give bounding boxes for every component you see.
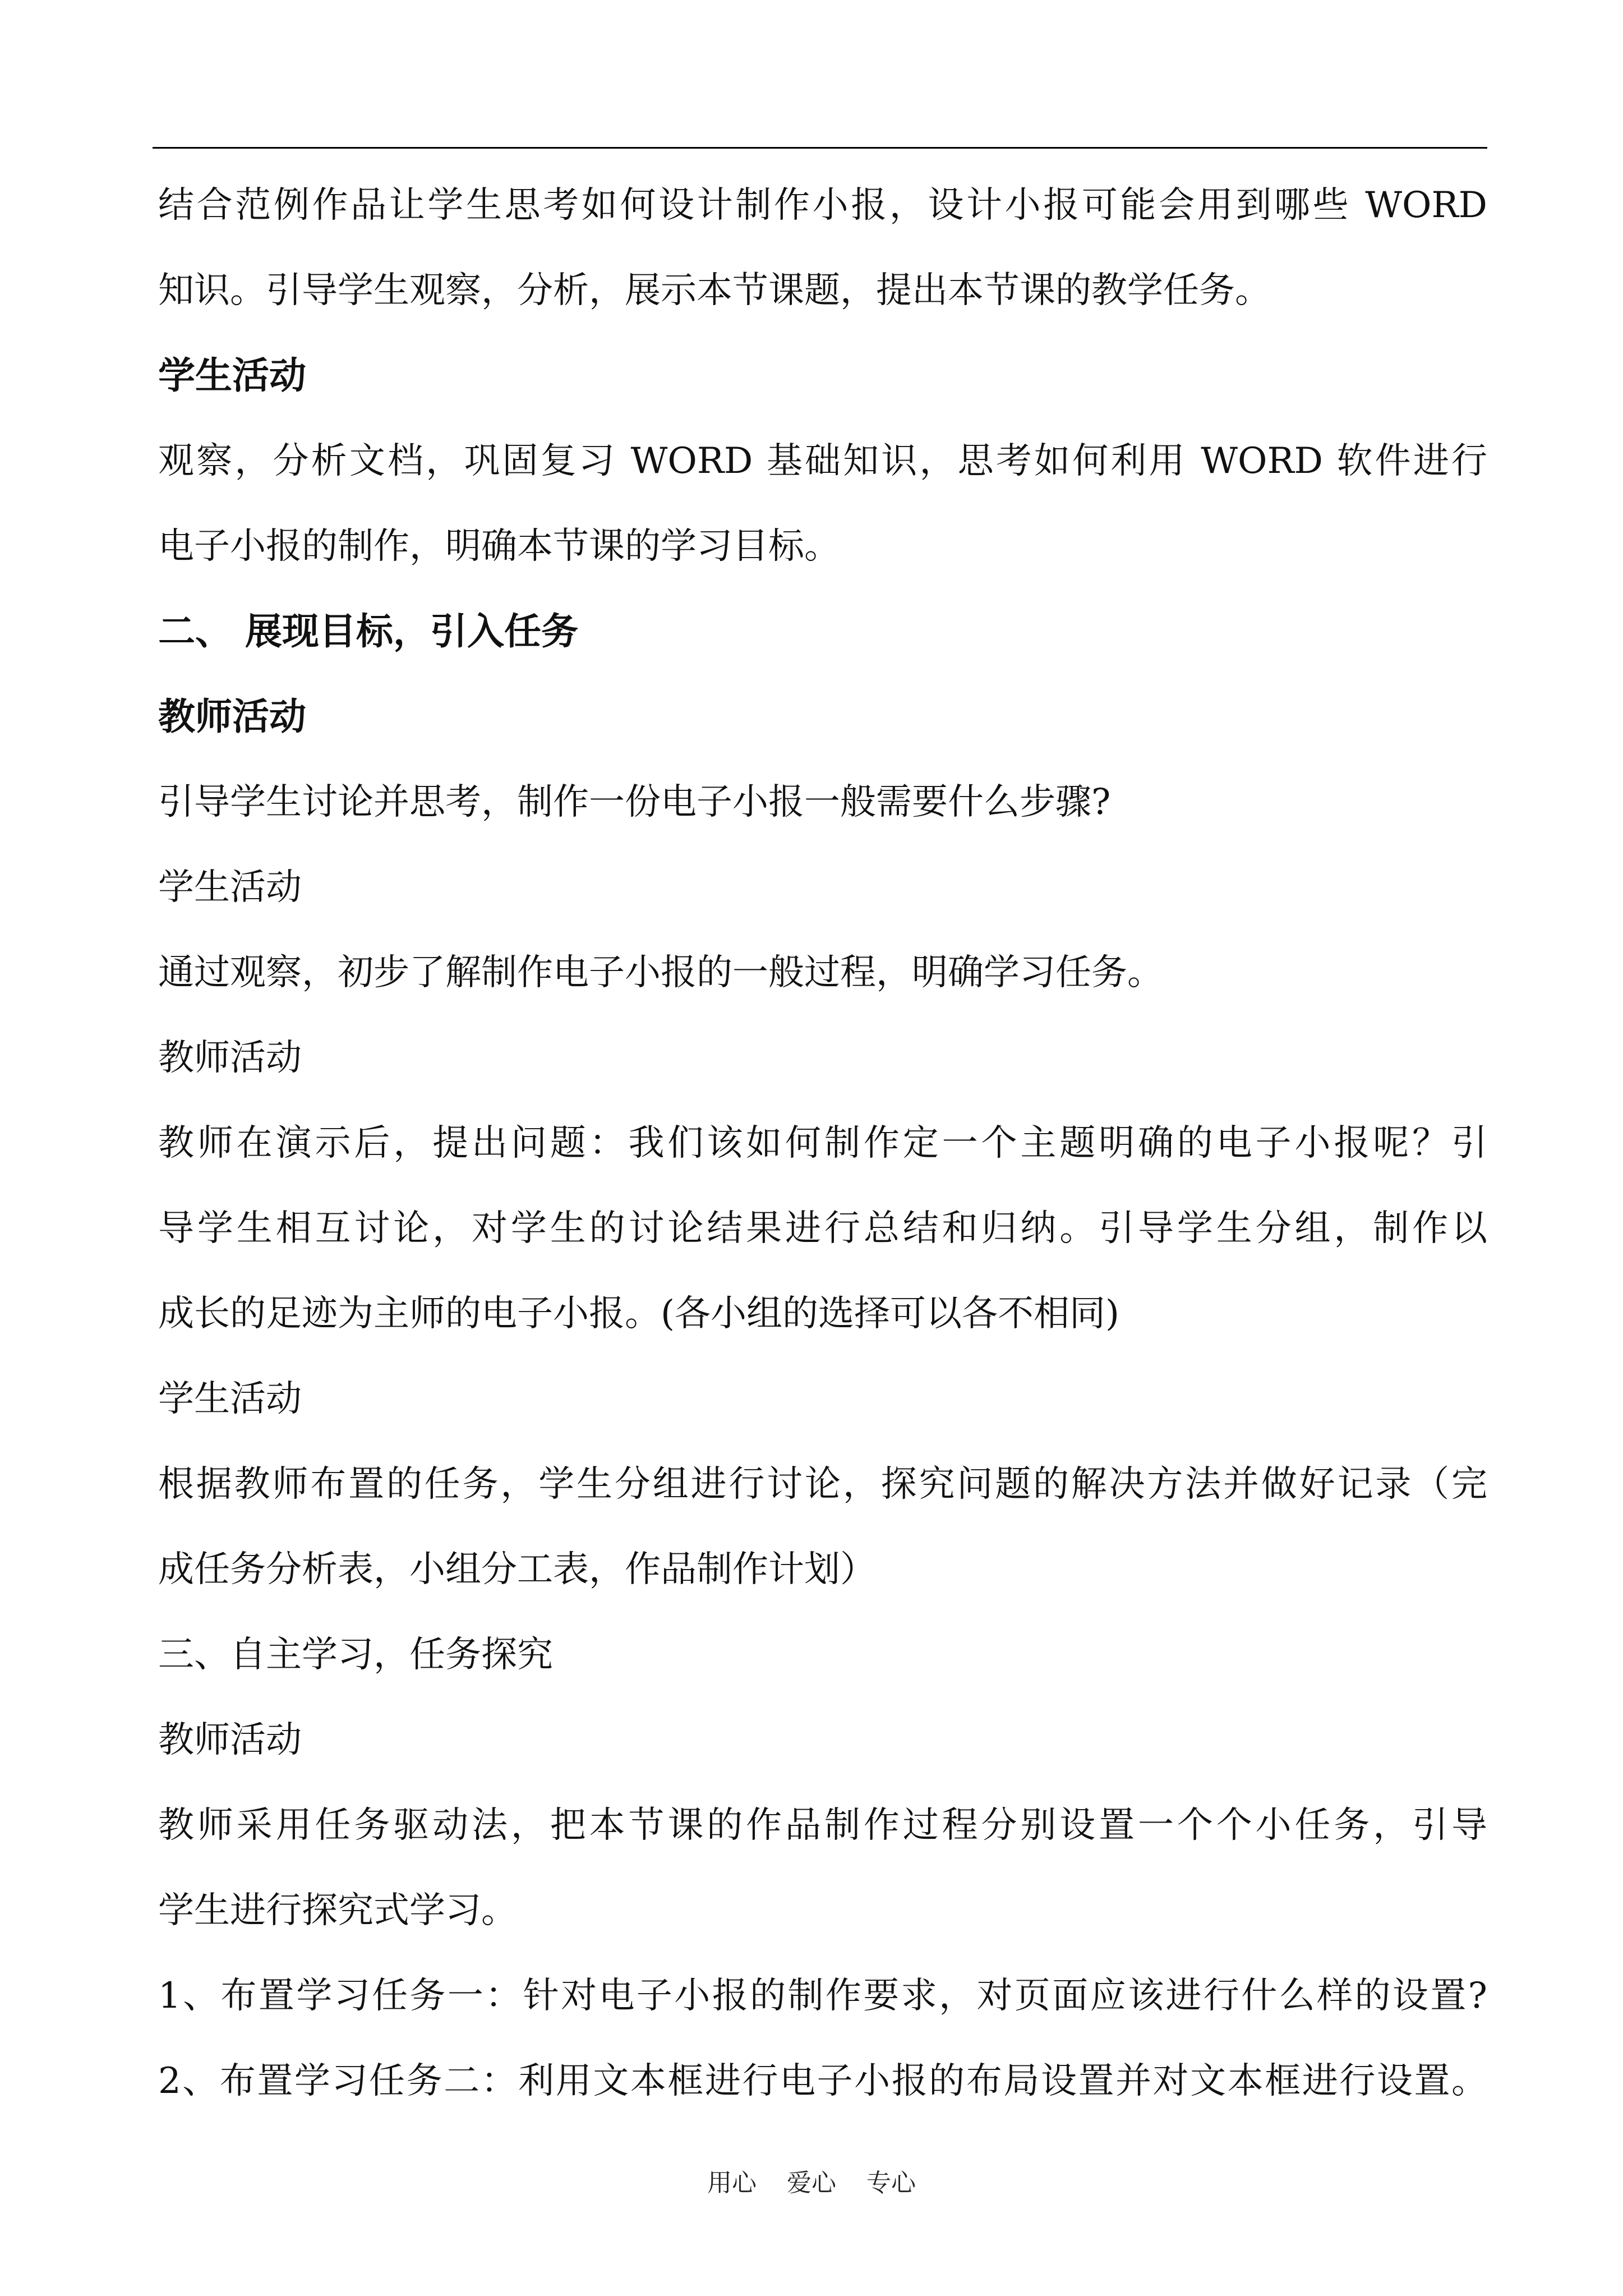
task-item: 2、布置学习任务二：利用文本框进行电子小报的布局设置并对文本框进行设置。 bbox=[158, 2060, 1487, 2102]
activity-label: 学生活动 bbox=[158, 867, 302, 908]
section-heading: 教师活动 bbox=[158, 695, 306, 738]
paragraph-line: 观察，分析文档，巩固复习 WORD 基础知识，思考如何利用 WORD 软件进行 bbox=[158, 440, 1487, 482]
activity-label: 教师活动 bbox=[158, 1037, 302, 1079]
task-item: 1、布置学习任务一：针对电子小报的制作要求，对页面应该进行什么样的设置? bbox=[158, 1975, 1487, 2017]
page-footer: 用心 爱心 专心 bbox=[707, 2169, 916, 2197]
paragraph-line: 知识。引导学生观察，分析，展示本节课题，提出本节课的教学任务。 bbox=[158, 270, 1271, 311]
section-heading: 学生活动 bbox=[158, 354, 306, 397]
header-rule bbox=[153, 147, 1487, 149]
document-body bbox=[158, 163, 1487, 2124]
paragraph-line: 成任务分析表，小组分工表，作品制作计划） bbox=[158, 1549, 876, 1590]
paragraph-line: 教师在演示后，提出问题：我们该如何制作定一个主题明确的电子小报呢？引 bbox=[158, 1122, 1487, 1164]
paragraph-line: 教师采用任务驱动法，把本节课的作品制作过程分别设置一个个小任务，引导 bbox=[158, 1805, 1487, 1846]
paragraph-line: 电子小报的制作，明确本节课的学习目标。 bbox=[158, 526, 840, 567]
activity-label: 学生活动 bbox=[158, 1378, 302, 1420]
paragraph-line: 成长的足迹为主师的电子小报。(各小组的选择可以各不相同) bbox=[158, 1293, 1119, 1335]
activity-label: 教师活动 bbox=[158, 1719, 302, 1761]
section-heading: 二、 展现目标，引入任务 bbox=[158, 610, 578, 653]
paragraph-line: 引导学生讨论并思考，制作一份电子小报一般需要什么步骤? bbox=[158, 781, 1111, 823]
paragraph-line: 根据教师布置的任务，学生分组进行讨论，探究问题的解决方法并做好记录（完 bbox=[158, 1464, 1487, 1505]
paragraph-line: 导学生相互讨论，对学生的讨论结果进行总结和归纳。引导学生分组，制作以 bbox=[158, 1208, 1487, 1249]
paragraph-line: 通过观察，初步了解制作电子小报的一般过程，明确学习任务。 bbox=[158, 952, 1163, 993]
paragraph-line: 结合范例作品让学生思考如何设计制作小报，设计小报可能会用到哪些 WORD bbox=[158, 185, 1487, 226]
paragraph-line: 学生进行探究式学习。 bbox=[158, 1890, 517, 1931]
section-heading: 三、自主学习，任务探究 bbox=[158, 1634, 553, 1676]
